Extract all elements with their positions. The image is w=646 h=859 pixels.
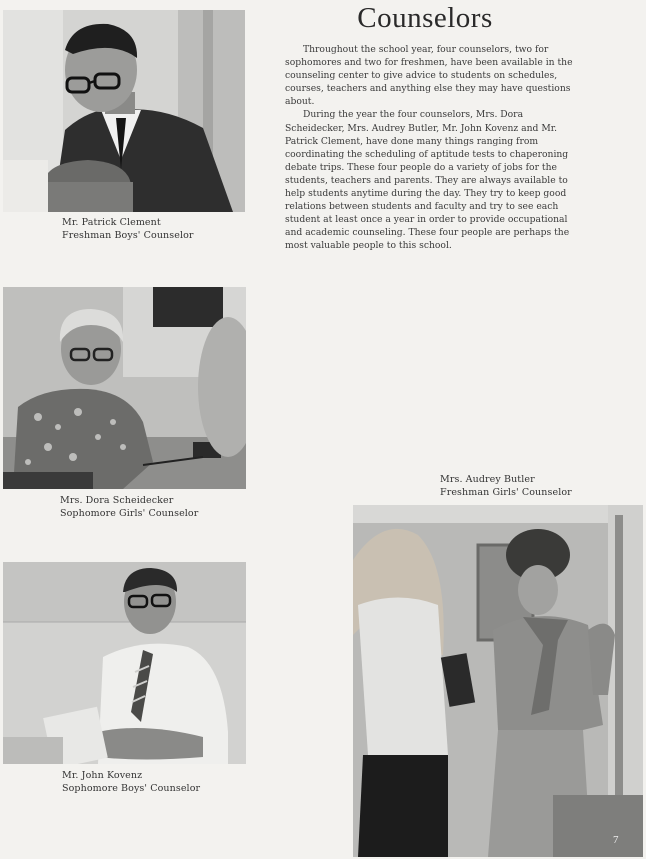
photo-dora-scheidecker	[3, 287, 246, 489]
caption-role: Freshman Boys' Counselor	[62, 230, 194, 241]
page-number: 7	[613, 834, 619, 846]
photo-john-kovenz	[3, 562, 246, 764]
caption-john-kovenz	[62, 769, 200, 795]
caption-patrick-clement	[62, 216, 194, 242]
caption-role: Sophomore Girls' Counselor	[60, 508, 199, 519]
article-body	[285, 43, 585, 253]
caption-name: Mr. John Kovenz	[62, 770, 143, 781]
caption-role: Sophomore Boys' Counselor	[62, 783, 201, 794]
caption-name: Mrs. Audrey Butler	[440, 474, 535, 485]
paragraph-1: Throughout the school year, four counselors, two for sophomores and two for freshmen, have been available in the counseling center to give advice to students on schedules, courses, teachers and anything else they may have questions about.	[285, 44, 573, 108]
photo-audrey-butler	[353, 505, 643, 857]
photo-patrick-clement	[3, 10, 245, 212]
caption-audrey-butler	[440, 473, 572, 499]
caption-role: Freshman Girls' Counselor	[440, 487, 572, 498]
caption-name: Mr. Patrick Clement	[62, 217, 161, 228]
caption-name: Mrs. Dora Scheidecker	[60, 495, 174, 506]
paragraph-2: During the year the four counselors, Mrs. Dora Scheidecker, Mrs. Audrey Butler, Mr. John Kovenz and Mr. Patrick Clement, have done many things ranging from coordinating the scheduling of aptitude tests to chaperoning debate trips. These four people do a variety of jobs for the students, teachers and parents. They are always available to help students anytime during the day. They try to keep good relations between students and faculty and try to see each student at least once a year in order to provide occupational and academic counseling. These four people are perhaps the most valuable people to this school.	[285, 109, 570, 252]
caption-dora-scheidecker	[60, 494, 198, 520]
page-title: Counselors	[357, 2, 493, 34]
